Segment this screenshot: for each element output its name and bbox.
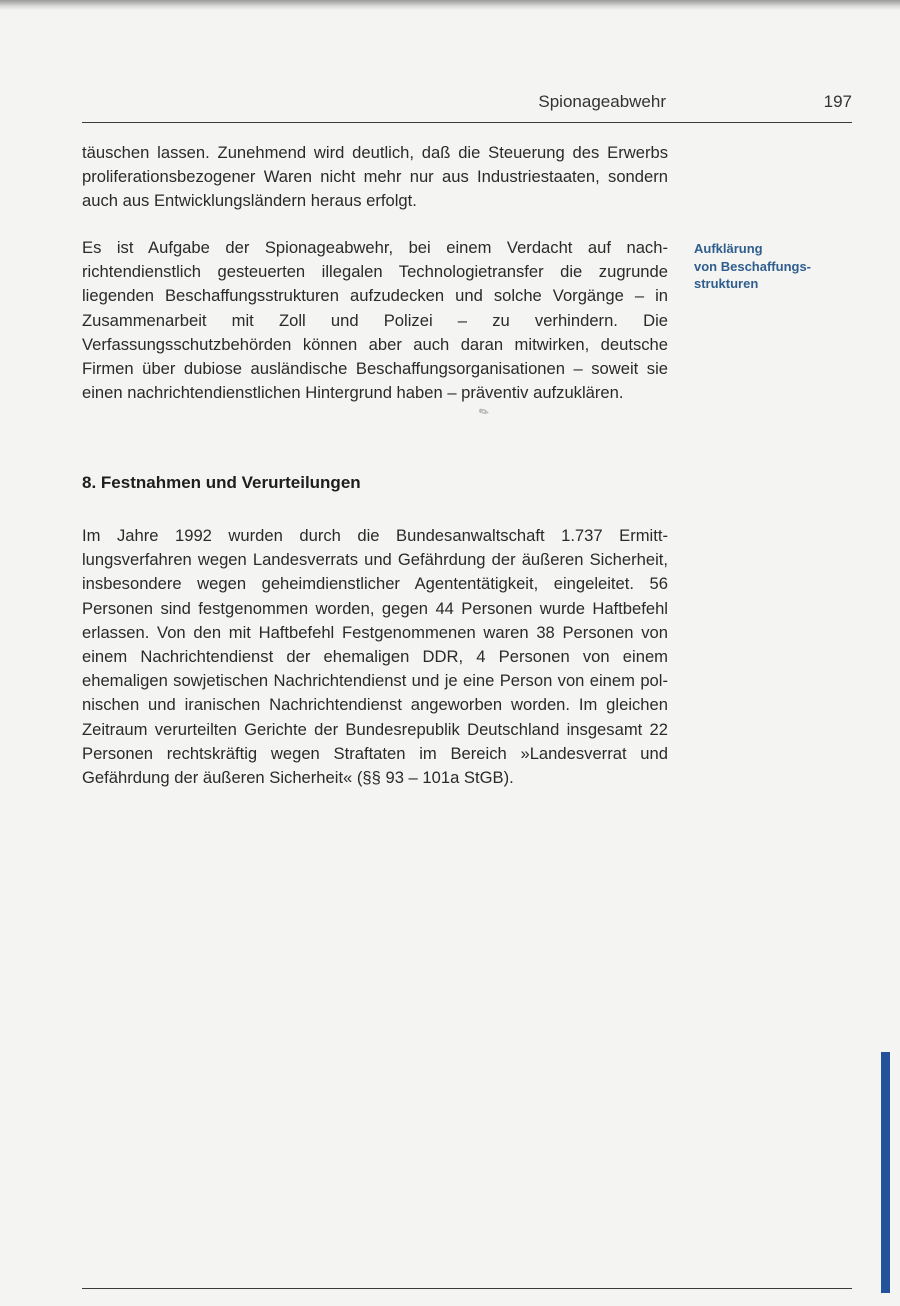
body-paragraph-3: Im Jahre 1992 wurden durch die Bundesanwaltschaft 1.737 Ermittlungsverfahren wegen Landesverrats und Gefährdung der äußeren Sicherheit, insbesondere wegen geheimdienstlicher Agententätigkeit, eingeleitet. 56 Personen sind festgenommen worden, gegen 44 Personen wurde Haftbefehl erlassen. Von den mit Haftbefehl Festgenommenen waren 38 Personen von einem Nachrichtendienst der ehemaligen DDR, 4 Personen von einem ehemaligen sowjetischen Nachrichtendienst und je eine Person von einem polnischen und iranischen Nachrichtendienst angeworben worden. Im gleichen Zeitraum verurteilten Gerichte der Bundesrepublik Deutschland insgesamt 22 Personen rechtskräftig wegen Straftaten im Bereich »Landesverrat und Gefährdung der äußeren Sicherheit« (§§ 93 – 101a StGB). xyxy=(82,526,668,788)
margin-note-line-2: von Beschaffungs- xyxy=(694,258,812,274)
page-number: 197 xyxy=(823,92,852,111)
body-paragraph-2: Es ist Aufgabe der Spionageabwehr, bei einem Verdacht auf nachrichtendienstlich gesteuerten illegalen Technologietransfer die zugrunde liegenden Beschaffungsstrukturen aufzudecken und solche Vorgänge – in Zusammenarbeit mit Zoll und Polizei – zu verhindern. Die Verfassungsschutzbehörden können aber auch daran mitwirken, deutsche Firmen über dubiose ausländische Beschaffungsorganisationen – soweit sie einen nachrichtendienstlichen Hintergrund haben – präventiv aufzuklären. xyxy=(82,238,668,403)
margin-note xyxy=(694,240,864,293)
pencil-mark-icon: ✎ xyxy=(476,403,492,421)
footer-rule xyxy=(82,1288,852,1289)
edge-marker-bar xyxy=(881,1052,890,1293)
margin-note-line-1: Aufklärung xyxy=(694,241,763,256)
margin-note-line-3: strukturen xyxy=(694,276,759,291)
body-paragraph-1: täuschen lassen. Zunehmend wird deutlich, daß die Steuerung des Erwerbs proliferationsbezogener Waren nicht mehr nur aus Industriestaaten, sondern auch aus Entwicklungsländern heraus erfolgt. xyxy=(82,143,668,211)
scan-top-shadow xyxy=(0,0,900,10)
section-heading: 8. Festnahmen und Verurteilungen xyxy=(82,473,361,492)
running-header xyxy=(82,90,852,123)
running-title: Spionageabwehr xyxy=(538,92,666,111)
